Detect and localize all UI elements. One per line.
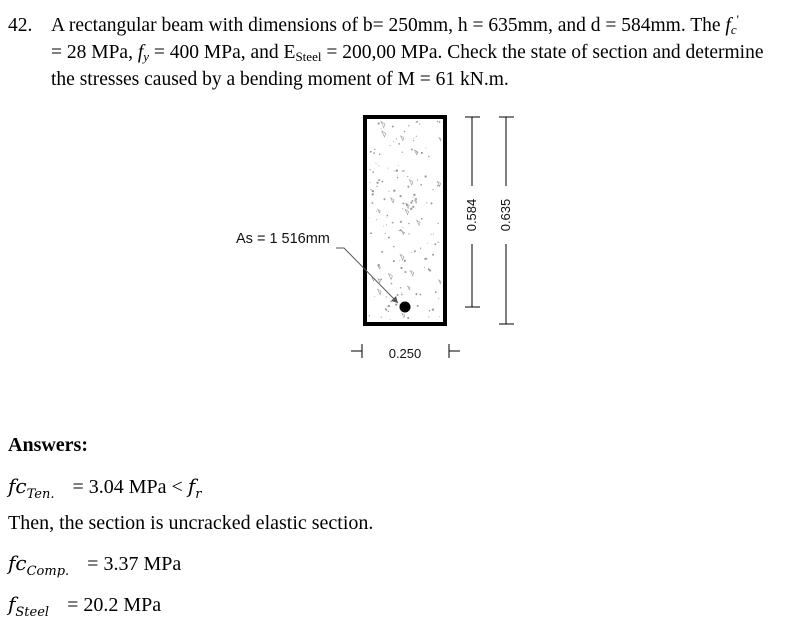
- concrete-speckle: [387, 168, 388, 169]
- concrete-speckle: [402, 202, 404, 204]
- concrete-speckle: [370, 189, 371, 190]
- concrete-speckle: [374, 149, 375, 150]
- concrete-speckle: [402, 208, 403, 209]
- concrete-speckle: [432, 254, 434, 256]
- concrete-speckle: [413, 140, 414, 141]
- answer-fc-compression: $fc_{Comp.} = 3.37$ MPa: [8, 551, 182, 579]
- concrete-speckle: [388, 311, 389, 312]
- concrete-speckle: [415, 198, 417, 200]
- concrete-speckle: [404, 131, 406, 133]
- concrete-speckle: [417, 305, 419, 307]
- concrete-speckle: [390, 319, 391, 320]
- concrete-speckle: [439, 316, 440, 317]
- concrete-speckle: [430, 202, 432, 204]
- concrete-speckle: [398, 165, 399, 166]
- beam-outline: [365, 117, 445, 324]
- concrete-speckle: [427, 243, 428, 244]
- concrete-speckle: [413, 138, 414, 139]
- concrete-speckle: [410, 208, 412, 210]
- concrete-speckle: [403, 170, 405, 172]
- concrete-speckle: [373, 152, 375, 154]
- concrete-speckle: [426, 202, 427, 203]
- concrete-speckle: [400, 267, 402, 269]
- concrete-speckle: [437, 185, 439, 187]
- problem-number: 42.: [8, 15, 33, 36]
- concrete-speckle: [411, 200, 413, 202]
- concrete-speckle: [401, 292, 402, 293]
- concrete-speckle: [432, 308, 434, 310]
- problem-line-1: A rectangular beam with dimensions of b= 250mm, h = 635mm, and d = 584mm. The fc': [51, 12, 739, 37]
- concrete-speckle: [438, 298, 439, 299]
- concrete-speckle: [390, 145, 391, 146]
- concrete-speckle: [408, 223, 409, 224]
- concrete-speckle: [428, 316, 429, 317]
- concrete-speckle: [387, 215, 389, 217]
- concrete-speckle: [398, 143, 400, 145]
- concrete-speckle: [393, 246, 395, 248]
- concrete-speckle: [402, 170, 403, 171]
- concrete-speckle: [386, 217, 387, 218]
- concrete-aggregate: [378, 279, 381, 283]
- concrete-speckle: [413, 194, 415, 196]
- concrete-aggregate: [378, 289, 382, 294]
- concrete-speckle: [419, 123, 420, 124]
- concrete-speckle: [372, 171, 374, 173]
- concrete-aggregate: [409, 180, 413, 185]
- concrete-speckle: [437, 223, 438, 224]
- concrete-speckle: [386, 224, 387, 225]
- concrete-speckle: [439, 121, 441, 123]
- concrete-speckle: [428, 269, 430, 271]
- concrete-speckle: [417, 179, 418, 180]
- concrete-speckle: [378, 179, 380, 181]
- concrete-aggregate: [378, 209, 380, 213]
- concrete-speckle: [399, 230, 400, 231]
- concrete-speckle: [369, 315, 370, 316]
- concrete-speckle: [381, 251, 383, 253]
- concrete-speckle: [421, 218, 423, 220]
- concrete-speckle: [374, 296, 375, 297]
- answer-section-state: Then, the section is uncracked elastic section.: [8, 512, 374, 534]
- concrete-speckle: [393, 190, 395, 192]
- concrete-speckle: [370, 182, 371, 183]
- concrete-aggregate: [382, 131, 386, 137]
- concrete-speckle: [379, 154, 381, 156]
- concrete-aggregate: [408, 286, 410, 290]
- concrete-speckle: [416, 294, 417, 295]
- concrete-speckle: [393, 260, 395, 262]
- concrete-aggregate: [400, 254, 404, 260]
- concrete-speckle: [388, 191, 389, 192]
- concrete-speckle: [376, 219, 377, 220]
- concrete-speckle: [411, 252, 412, 253]
- concrete-speckle: [372, 193, 374, 195]
- concrete-speckle: [420, 184, 422, 186]
- concrete-speckle: [370, 151, 372, 153]
- concrete-speckle: [388, 237, 390, 239]
- concrete-speckle: [404, 260, 406, 262]
- answers-heading: Answers:: [8, 434, 88, 456]
- concrete-speckle: [428, 156, 429, 157]
- concrete-aggregate: [401, 136, 404, 141]
- concrete-speckle: [372, 190, 374, 192]
- as-label: As = 1 516mm: [236, 231, 330, 247]
- concrete-speckle: [386, 296, 387, 297]
- concrete-speckle: [384, 198, 386, 200]
- concrete-speckle: [376, 182, 378, 184]
- concrete-speckle: [402, 227, 403, 228]
- concrete-speckle: [396, 138, 397, 139]
- concrete-speckle: [382, 181, 384, 183]
- concrete-speckle: [404, 271, 406, 273]
- concrete-speckle: [392, 126, 394, 128]
- concrete-aggregate: [402, 313, 405, 317]
- concrete-speckle: [437, 121, 438, 122]
- concrete-aggregate: [417, 220, 420, 225]
- problem-line-2: = 28 MPa, fy = 400 MPa, and ESteel = 200,00 MPa. Check the state of section and determine: [51, 42, 764, 64]
- concrete-speckle: [401, 294, 403, 296]
- concrete-aggregate: [405, 209, 408, 214]
- concrete-speckle: [414, 250, 416, 252]
- concrete-speckle: [416, 136, 417, 137]
- concrete-speckle: [425, 258, 427, 260]
- concrete-speckle: [376, 211, 377, 212]
- concrete-speckle: [369, 218, 370, 219]
- concrete-speckle: [375, 163, 376, 164]
- concrete-texture: [369, 121, 442, 320]
- d-label: 0.584: [464, 198, 479, 232]
- width-label: 0.250: [388, 346, 422, 361]
- problem-line-3: the stresses caused by a bending moment of M = 61 kN.m.: [51, 69, 509, 90]
- concrete-speckle: [396, 170, 398, 172]
- concrete-speckle: [399, 260, 400, 261]
- h-label: 0.635: [498, 198, 513, 232]
- concrete-speckle: [424, 175, 426, 177]
- concrete-speckle: [376, 186, 377, 187]
- concrete-speckle: [408, 125, 409, 126]
- concrete-speckle: [383, 226, 384, 227]
- concrete-speckle: [397, 294, 399, 296]
- concrete-aggregate: [378, 266, 380, 269]
- concrete-aggregate: [410, 271, 413, 276]
- concrete-speckle: [433, 234, 434, 235]
- fc-symbol: f: [725, 15, 731, 36]
- concrete-aggregate: [439, 138, 441, 141]
- concrete-speckle: [388, 305, 390, 307]
- concrete-speckle: [378, 165, 379, 166]
- concrete-speckle: [381, 317, 382, 318]
- concrete-speckle: [426, 148, 427, 149]
- concrete-speckle: [432, 189, 433, 190]
- concrete-speckle: [421, 152, 423, 154]
- concrete-aggregate: [389, 274, 393, 280]
- concrete-speckle: [416, 121, 418, 123]
- concrete-aggregate: [439, 280, 442, 284]
- concrete-speckle: [393, 141, 394, 142]
- concrete-speckle: [400, 229, 402, 231]
- concrete-aggregate: [415, 150, 418, 155]
- concrete-aggregate: [381, 122, 385, 128]
- concrete-aggregate: [415, 200, 417, 203]
- fy-symbol: f: [137, 42, 144, 63]
- concrete-speckle: [381, 128, 382, 129]
- concrete-speckle: [424, 267, 425, 268]
- concrete-aggregate: [391, 198, 394, 203]
- concrete-speckle: [391, 283, 393, 285]
- concrete-speckle: [420, 248, 421, 249]
- concrete-speckle: [397, 177, 399, 179]
- concrete-speckle: [385, 233, 386, 234]
- concrete-aggregate: [402, 231, 404, 234]
- concrete-speckle: [419, 294, 421, 296]
- concrete-speckle: [397, 175, 398, 176]
- concrete-speckle: [400, 287, 402, 289]
- concrete-speckle: [429, 310, 431, 312]
- rebar-dot: [400, 302, 411, 313]
- concrete-speckle: [394, 170, 395, 171]
- concrete-speckle: [395, 303, 397, 305]
- concrete-speckle: [371, 202, 373, 204]
- concrete-speckle: [431, 234, 432, 235]
- concrete-speckle: [392, 222, 394, 224]
- concrete-speckle: [407, 176, 408, 177]
- concrete-speckle: [377, 264, 379, 266]
- answer-f-steel: $f_{Steel} = 20.2$ MPa: [8, 592, 162, 620]
- concrete-speckle: [399, 195, 401, 197]
- concrete-speckle: [411, 149, 413, 151]
- concrete-speckle: [407, 186, 409, 188]
- concrete-speckle: [378, 122, 380, 124]
- concrete-speckle: [408, 233, 409, 234]
- concrete-speckle: [412, 197, 413, 198]
- concrete-aggregate: [406, 203, 410, 208]
- concrete-speckle: [438, 242, 439, 243]
- concrete-speckle: [369, 169, 370, 170]
- concrete-speckle: [380, 279, 382, 281]
- concrete-speckle: [435, 291, 437, 293]
- concrete-speckle: [402, 152, 403, 153]
- concrete-speckle: [434, 243, 436, 245]
- concrete-speckle: [410, 202, 412, 204]
- concrete-speckle: [385, 308, 386, 309]
- concrete-speckle: [407, 317, 409, 319]
- answer-fc-tension: $fc_{Ten.} = 3.04$ MPa < $f_r$: [8, 474, 202, 502]
- concrete-speckle: [400, 221, 402, 223]
- concrete-speckle: [412, 206, 414, 208]
- concrete-speckle: [370, 232, 372, 234]
